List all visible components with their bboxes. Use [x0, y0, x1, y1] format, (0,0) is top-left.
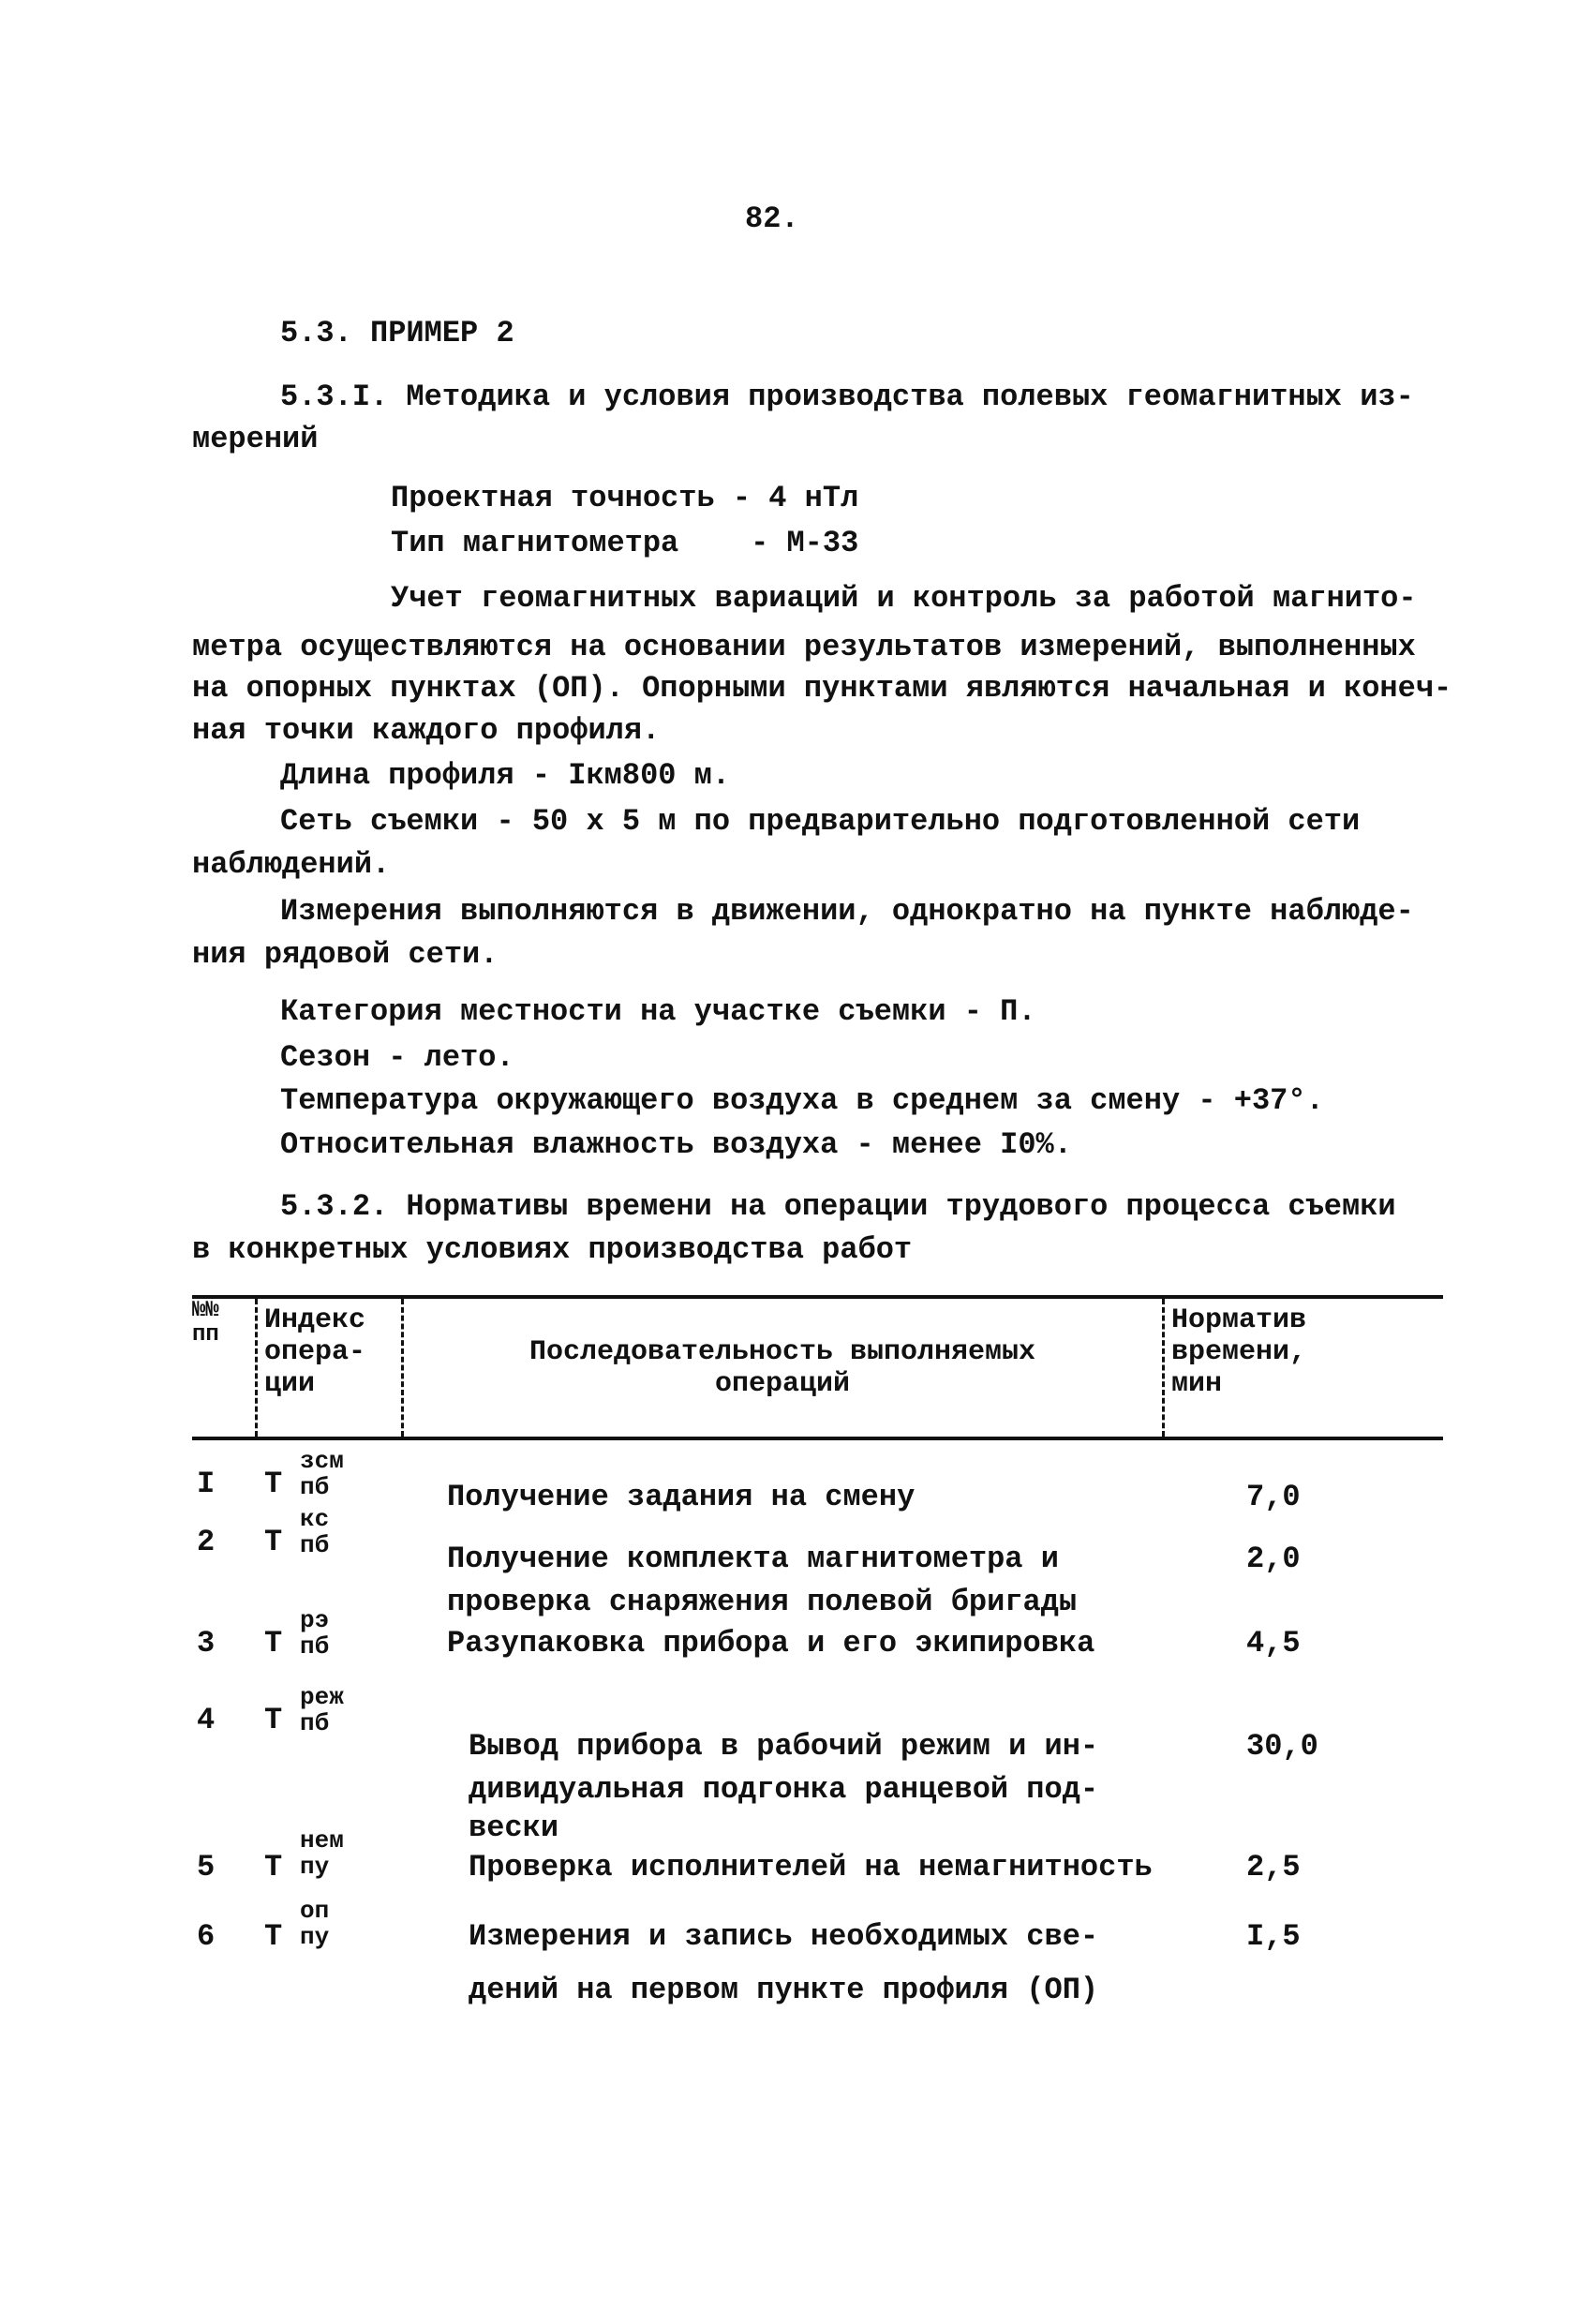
column-divider — [401, 1299, 404, 1437]
row-number: 2 — [197, 1525, 216, 1559]
subsection-1-heading: 5.3.I. Методика и условия производства полевых геомагнитных из- — [280, 380, 1414, 414]
time-norm-value: I,5 — [1246, 1919, 1301, 1954]
operation-description: проверка снаряжения полевой бригады — [447, 1585, 1078, 1619]
operation-index-superscript: оп — [300, 1897, 330, 1925]
header-norm: Норматив времени, мин — [1171, 1304, 1307, 1400]
grid-line: наблюдений. — [192, 847, 391, 882]
operation-index-superscript: рэ — [300, 1606, 330, 1634]
section-title: 5.3. ПРИМЕР 2 — [280, 316, 514, 350]
row-number: 5 — [197, 1850, 216, 1885]
operation-description: вески — [469, 1810, 559, 1845]
paragraph-line: Учет геомагнитных вариаций и контроль за работой магнито- — [391, 581, 1417, 616]
operation-index-symbol: Т — [264, 1703, 283, 1737]
row-number: 3 — [197, 1626, 216, 1661]
page-number: 82. — [745, 201, 799, 236]
operation-description: дений на первом пункте профиля (ОП) — [469, 1973, 1099, 2007]
measurements-line: Измерения выполняются в движении, однократно на пункте наблюде- — [280, 894, 1414, 929]
operation-index-subscript: пу — [300, 1923, 330, 1951]
operation-index-symbol: Т — [264, 1467, 283, 1501]
column-divider — [255, 1299, 258, 1437]
operation-description: дивидуальная подгонка ранцевой под- — [469, 1772, 1099, 1807]
time-norm-value: 4,5 — [1246, 1626, 1301, 1661]
operation-description: Разупаковка прибора и его экипировка — [447, 1626, 1095, 1661]
grid-line: Сеть съемки - 50 х 5 м по предварительно подготовленной сети — [280, 804, 1361, 839]
measurements-line: ния рядовой сети. — [192, 937, 499, 972]
paragraph-line: метра осуществляются на основании результатов измерений, выполненных — [192, 630, 1416, 664]
operation-index-superscript: реж — [300, 1683, 344, 1711]
table-top-rule — [192, 1295, 1443, 1299]
time-norm-value: 2,5 — [1246, 1850, 1301, 1885]
time-norm-value: 7,0 — [1246, 1480, 1301, 1514]
operation-index-symbol: Т — [264, 1525, 283, 1559]
operation-index-superscript: зсм — [300, 1447, 344, 1475]
column-divider — [1162, 1299, 1165, 1437]
magnetometer-line: Тип магнитометра - М-33 — [391, 526, 859, 560]
header-num: №№ пп — [192, 1298, 219, 1348]
operation-index-symbol: Т — [264, 1850, 283, 1885]
operation-index-superscript: нем — [300, 1826, 344, 1855]
paragraph-line: ная точки каждого профиля. — [192, 713, 661, 748]
operation-index-symbol: Т — [264, 1626, 283, 1661]
season-line: Сезон - лето. — [280, 1040, 514, 1075]
operation-description: Измерения и запись необходимых све- — [469, 1919, 1099, 1954]
temperature-line: Температура окружающего воздуха в среднем за смену - +37°. — [280, 1083, 1324, 1118]
accuracy-line: Проектная точность - 4 нТл — [391, 481, 859, 515]
operation-index-symbol: Т — [264, 1919, 283, 1954]
subsection-1-heading-cont: мерений — [192, 422, 319, 456]
subsection-2-heading: 5.3.2. Нормативы времени на операции трудового процесса съемки — [280, 1189, 1396, 1224]
operation-description: Получение комплекта магнитометра и — [447, 1542, 1059, 1576]
row-number: 6 — [197, 1919, 216, 1954]
operation-description: Получение задания на смену — [447, 1480, 916, 1514]
terrain-line: Категория местности на участке съемки - П. — [280, 994, 1036, 1029]
row-number: 4 — [197, 1703, 216, 1737]
operation-index-subscript: пу — [300, 1853, 330, 1881]
paragraph-line: на опорных пунктах (ОП). Опорными пунктами являются начальная и конеч- — [192, 671, 1452, 706]
header-index: Индекс опера- ции — [264, 1304, 366, 1400]
operation-index-superscript: кс — [300, 1505, 330, 1533]
operation-index-subscript: пб — [300, 1632, 330, 1661]
operation-description: Проверка исполнителей на немагнитность — [469, 1850, 1153, 1885]
header-sequence: Последовательность выполняемых операций — [529, 1336, 1036, 1400]
operation-index-subscript: пб — [300, 1531, 330, 1559]
humidity-line: Относительная влажность воздуха - менее I0%. — [280, 1127, 1072, 1162]
operation-index-subscript: пб — [300, 1473, 330, 1501]
table-header-rule — [192, 1437, 1443, 1440]
time-norm-value: 30,0 — [1246, 1729, 1318, 1764]
operation-index-subscript: пб — [300, 1709, 330, 1737]
time-norm-value: 2,0 — [1246, 1542, 1301, 1576]
subsection-2-heading-cont: в конкретных условиях производства работ — [192, 1232, 913, 1267]
profile-length: Длина профиля - Iкм800 м. — [280, 758, 731, 793]
operation-description: Вывод прибора в рабочий режим и ин- — [469, 1729, 1099, 1764]
row-number: I — [197, 1467, 216, 1501]
